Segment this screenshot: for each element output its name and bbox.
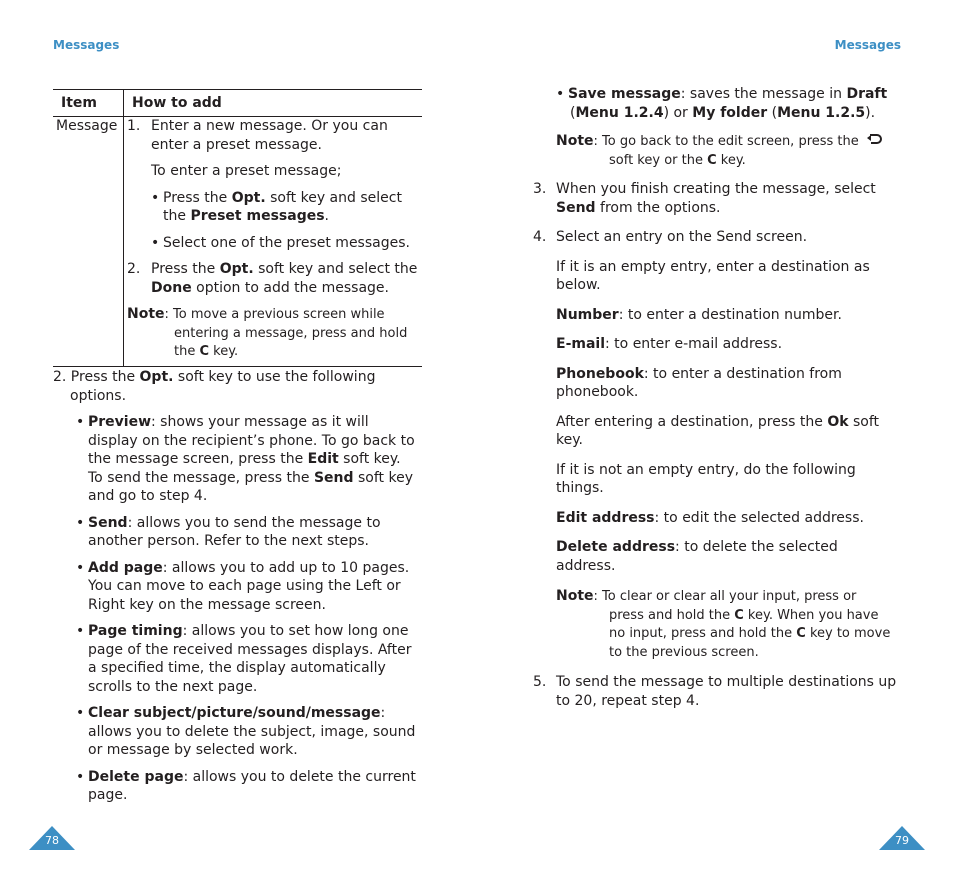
option-page-timing: • Page timing: allows you to set how long one page of the received messages displays. After a specified time, the display automatically scrolls to the next page. [76,623,412,695]
how-to-add-table [53,89,422,367]
table-header-item: Item [53,90,124,117]
step-3: 3. When you finish creating the message, select Send from the options. [533,181,876,216]
page-number-left: 78 [29,826,75,850]
table-cell-how-to-add [124,117,423,367]
table-header-row [53,90,422,117]
page-header-right: Messages [834,38,901,52]
note-edit-screen: Note: To go back to the edit screen, press the soft key or the C key. [556,132,903,170]
email-option: E-mail: to enter e-mail address. [556,336,783,352]
table-header-how-to-add: How to add [124,90,423,117]
back-arrow-icon [866,133,882,147]
table-note: Note: To move a previous screen while entering a message, press and hold the C key. [127,306,408,359]
table-bullet-preset: • Press the Opt. soft key and select the Preset messages. [151,189,402,224]
page-header-left: Messages [53,38,120,52]
table-step-1-text: Enter a new message. Or you can enter a preset message. [151,118,388,153]
not-empty-text: If it is not an empty entry, do the following things. [556,461,856,496]
table-step-2: 2. Press the Opt. soft key and select the Done option to add the message. [127,261,418,296]
options-intro: 2. Press the Opt. soft key to use the following options. [53,369,376,404]
save-message-option: • Save message: saves the message in Draft (Menu 1.2.4) or My folder (Menu 1.2.5). [556,86,888,121]
right-column [533,85,903,710]
phonebook-option: Phonebook: to enter a destination from phonebook. [556,365,842,400]
step-5: 5. To send the message to multiple destinations up to 20, repeat step 4. [533,674,897,709]
option-preview: • Preview: shows your message as it will display on the recipient’s phone. To go back to the message screen, press the Edit soft key. To send the message, press the Send soft key and go to step 4. [76,414,415,504]
empty-entry-text: If it is an empty entry, enter a destination as below. [556,258,870,293]
table-cell-item: Message [53,117,124,367]
preset-intro: To enter a preset message; [151,163,342,179]
step-4: 4. Select an entry on the Send screen. [533,229,808,245]
option-delete-page: • Delete page: allows you to delete the current page. [76,768,416,803]
left-column-options [53,368,425,805]
table-step-1: 1. Enter a new message. Or you can enter a preset message. [127,117,422,154]
note-clear-input: Note: To clear or clear all your input, press or press and hold the C key. When you have no input, press and hold the C key to move to the previous screen. [556,588,891,660]
number-option: Number: to enter a destination number. [556,306,842,323]
options-list [76,413,425,805]
delete-address-option: Delete address: to delete the selected address. [556,539,838,574]
option-add-page: • Add page: allows you to add up to 10 pages. You can move to each page using the Left or Right key on the message screen. [76,559,410,613]
edit-address-option: Edit address: to edit the selected address. [556,509,864,526]
table-row [53,117,422,367]
after-entering-text: After entering a destination, press the Ok soft key. [556,413,880,448]
option-clear-subject-picture-sound-message: • Clear subject/picture/sound/message: allows you to delete the subject, image, sound or message by selected work. [76,705,416,758]
page-number-right: 79 [879,826,925,850]
table-bullet-select: • Select one of the preset messages. [151,234,410,251]
option-send: • Send: allows you to send the message to another person. Refer to the next steps. [76,514,381,549]
